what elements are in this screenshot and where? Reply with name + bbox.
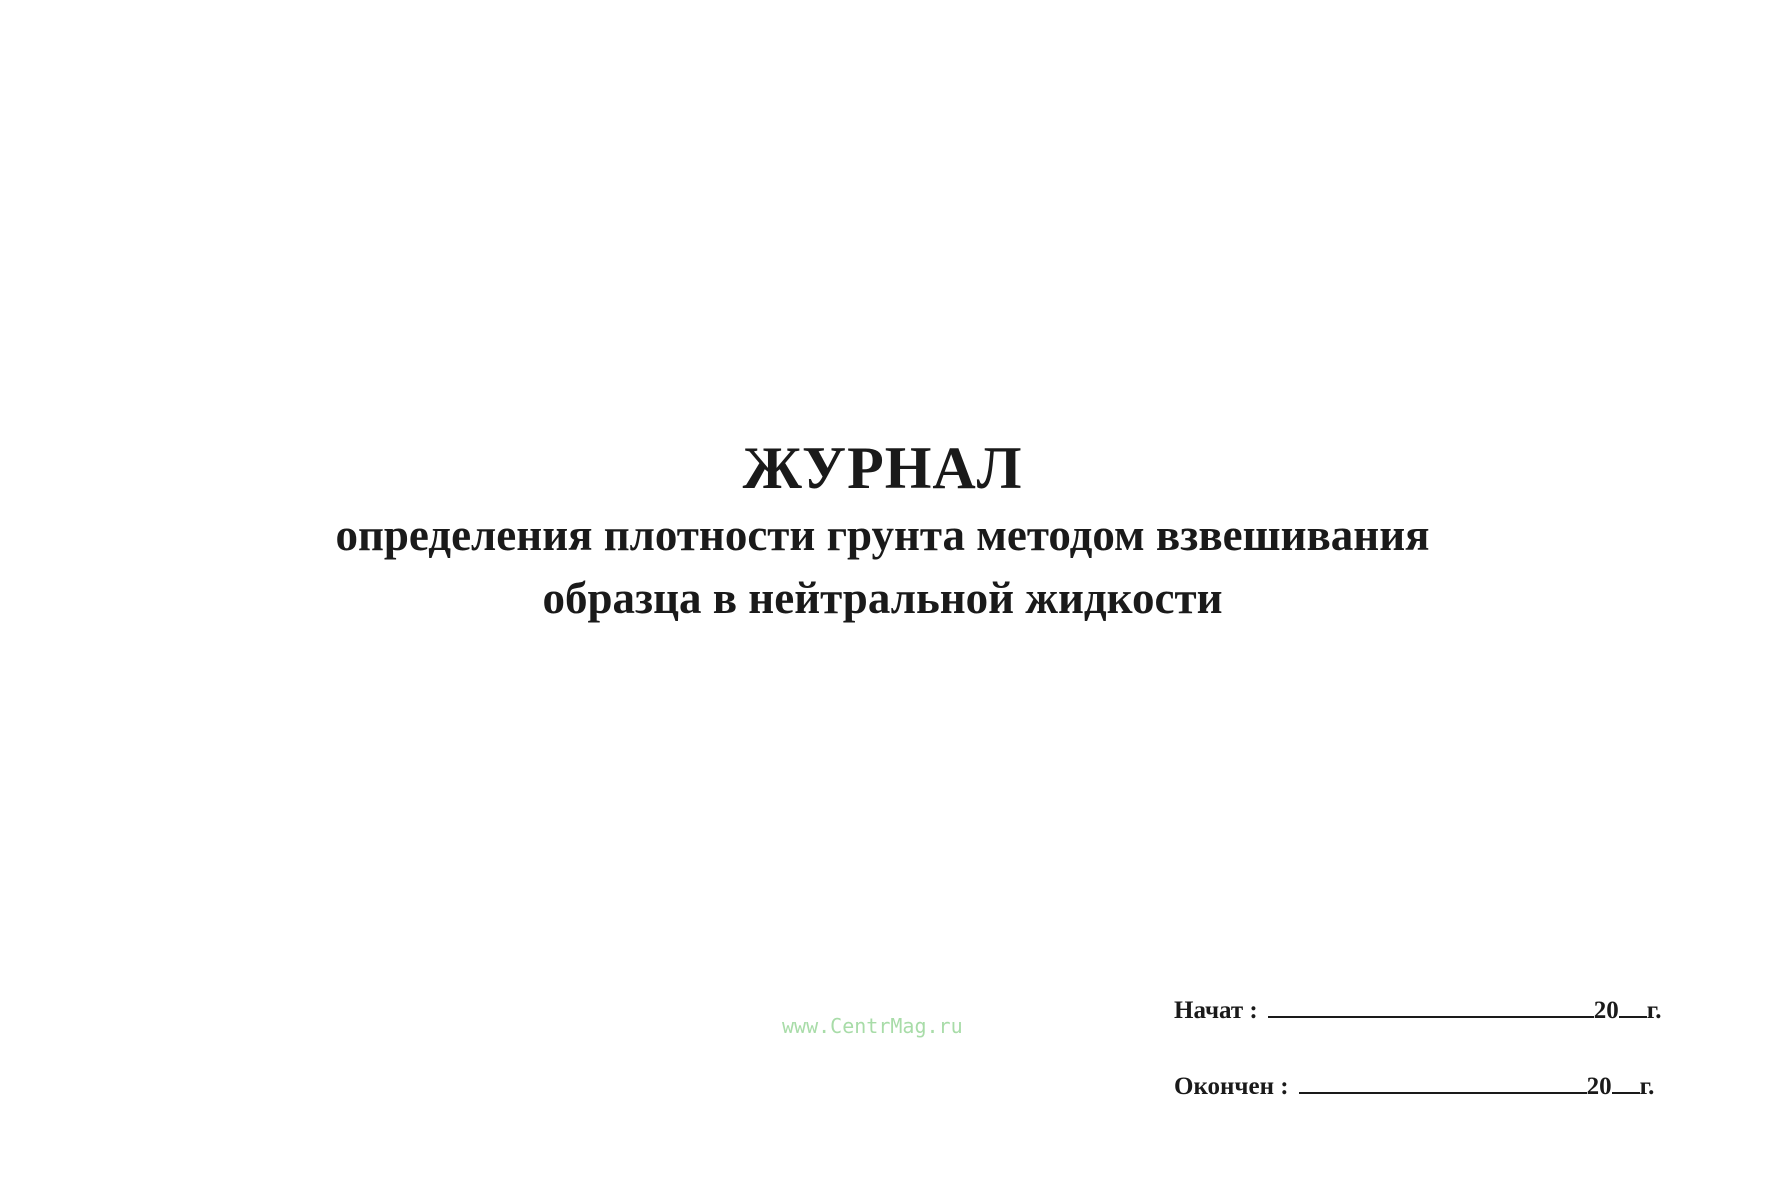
start-year-blank <box>1619 992 1647 1018</box>
start-date-label: Начат : <box>1174 997 1258 1024</box>
watermark-url: www.CentrMag.ru <box>782 1014 963 1038</box>
end-year-blank <box>1612 1068 1640 1094</box>
end-date-line <box>1174 1068 1654 1102</box>
subtitle-line-2: образца в нейтральной жидкости <box>542 573 1223 623</box>
end-year-prefix: 20 <box>1586 1073 1612 1100</box>
document-title: ЖУРНАЛ <box>742 435 1023 501</box>
start-year-suffix: г. <box>1646 997 1662 1024</box>
subtitle-line-1: определения плотности грунта методом взвешивания <box>335 510 1430 560</box>
end-date-blank <box>1299 1068 1587 1094</box>
start-date-line <box>1174 992 1662 1026</box>
start-date-blank <box>1268 992 1594 1018</box>
end-date-label: Окончен : <box>1174 1073 1289 1100</box>
end-year-suffix: г. <box>1639 1073 1655 1100</box>
title-block <box>0 432 1765 630</box>
start-year-prefix: 20 <box>1593 997 1619 1024</box>
